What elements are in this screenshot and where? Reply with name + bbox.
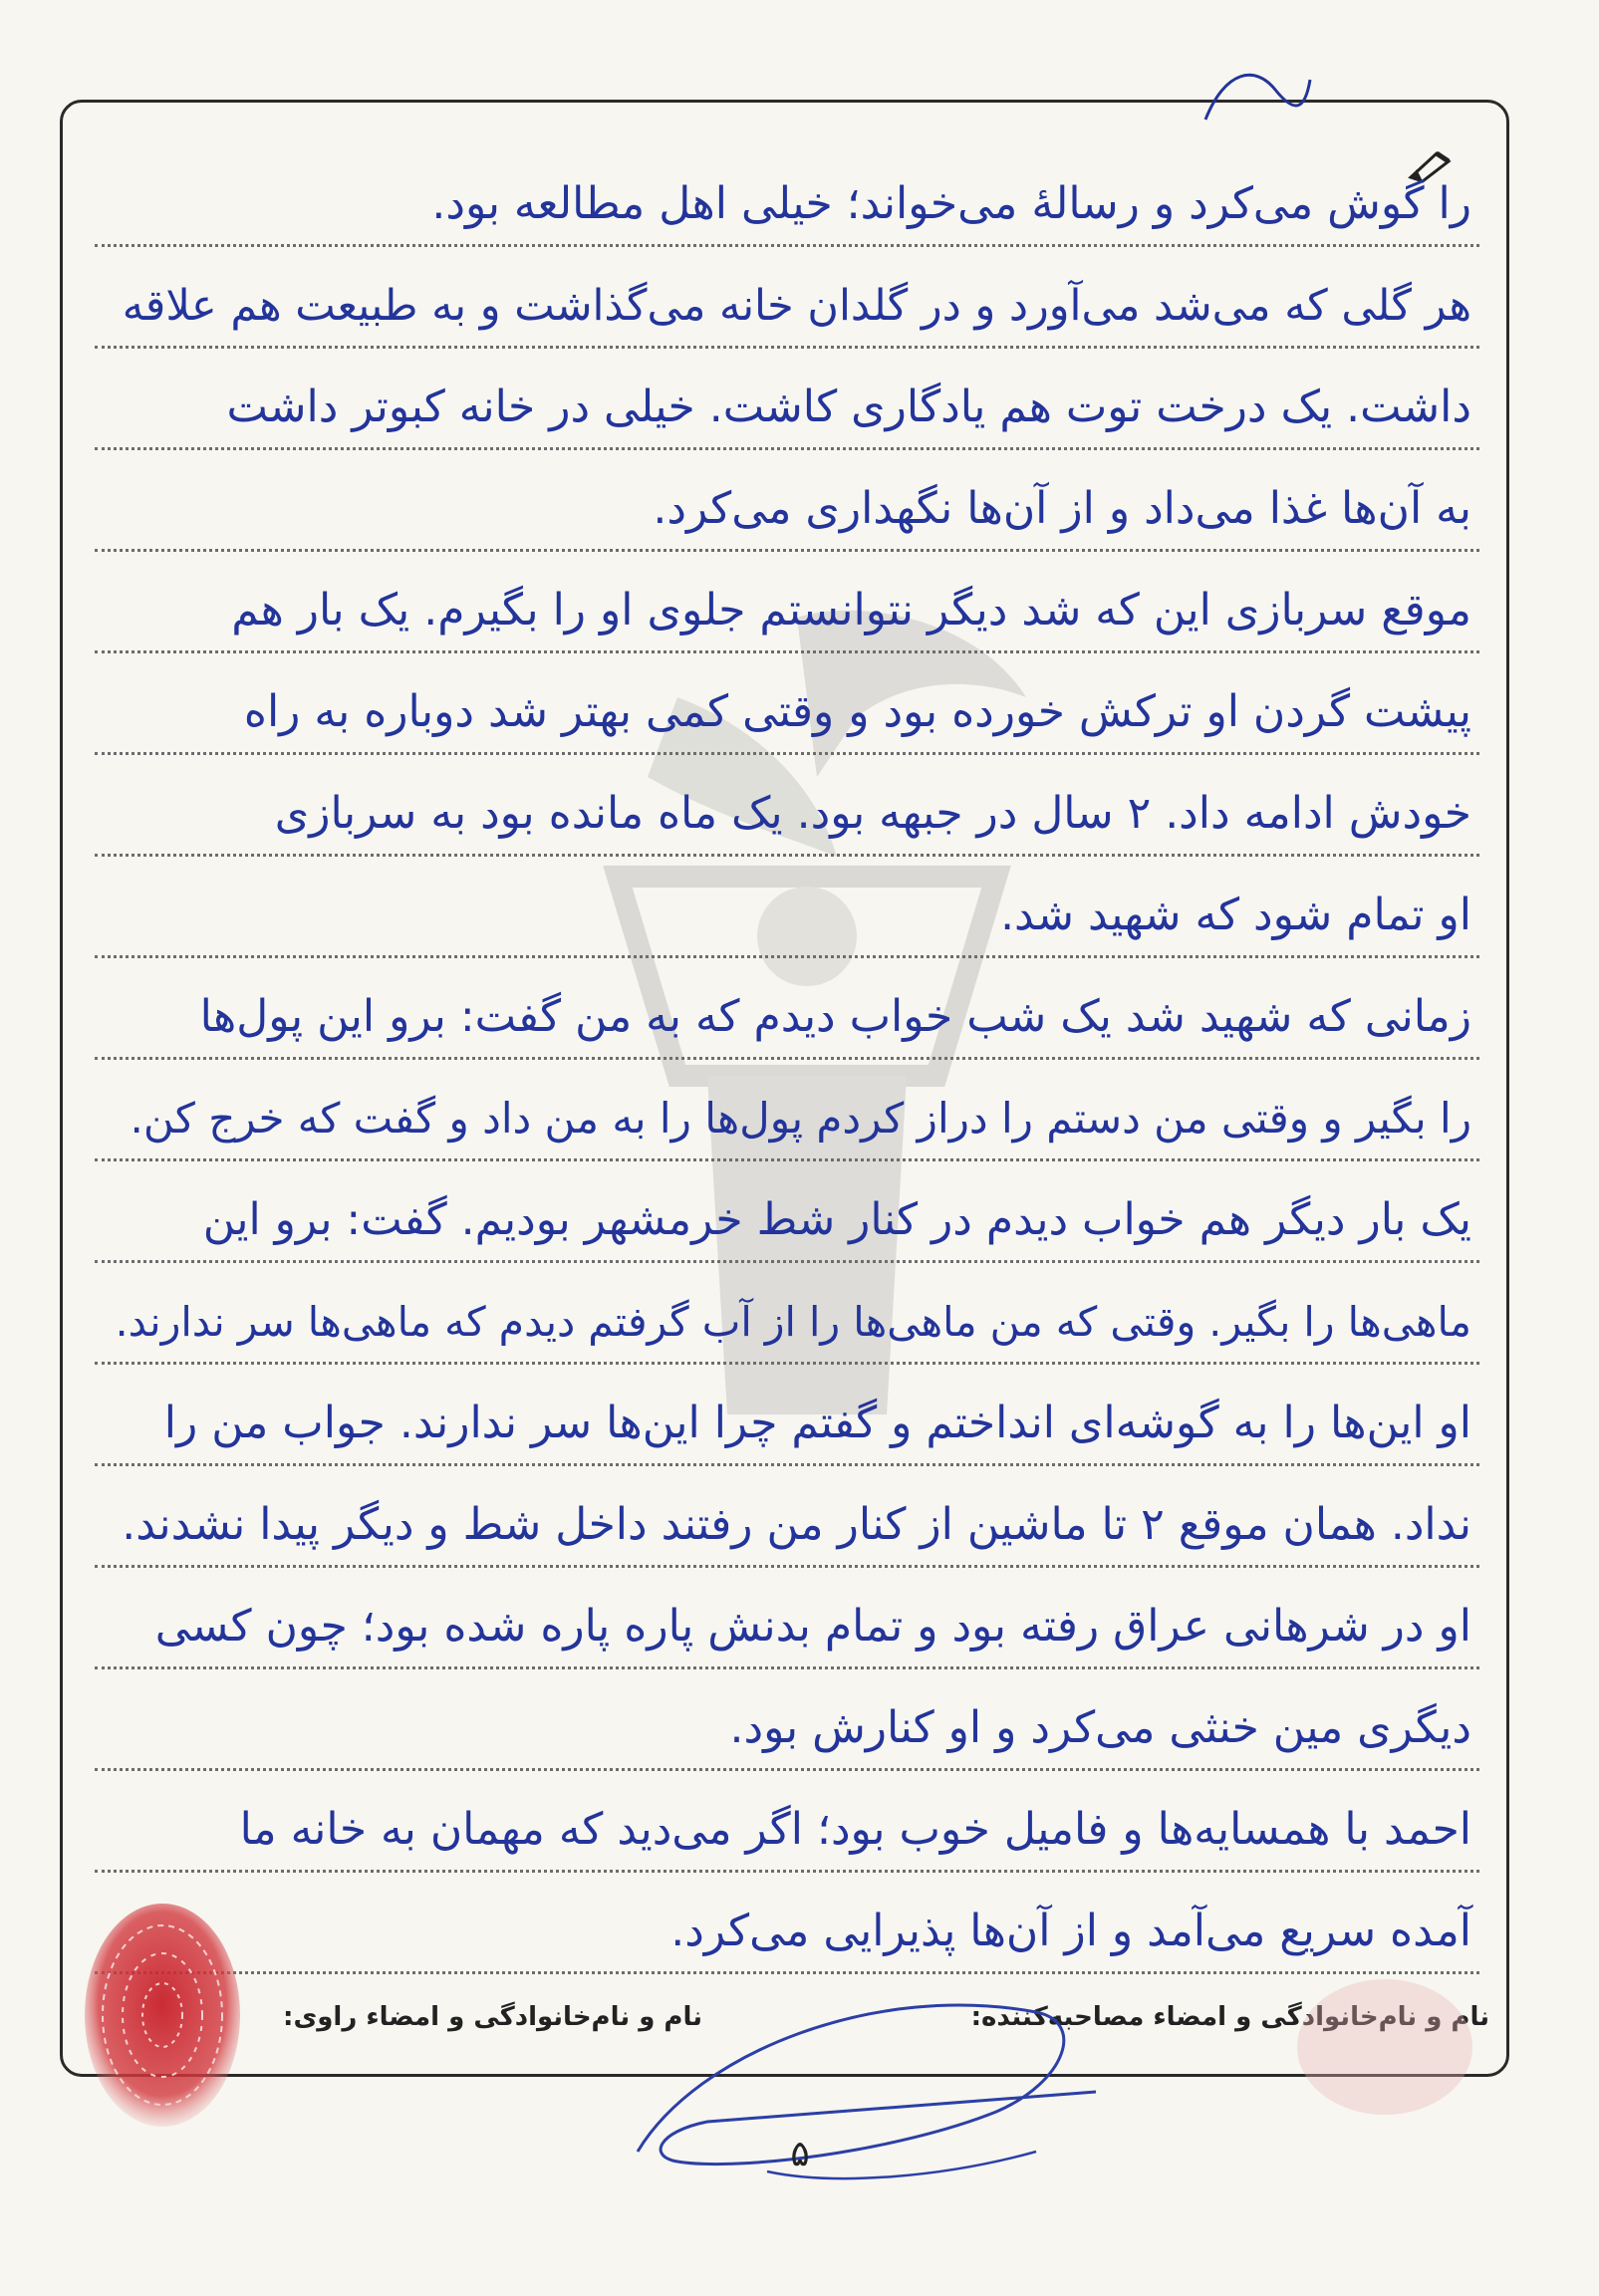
line-text: او تمام شود که شهید شد.: [1000, 890, 1471, 940]
line-text: موقع سربازی این که شد دیگر نتوانستم جلوی او را بگیرم. یک بار هم: [231, 585, 1471, 636]
line-text: به آن‌ها غذا می‌داد و از آن‌ها نگهداری می‌کرد.: [653, 483, 1471, 534]
line-text: را بگیر و وقتی من دستم را دراز کردم پول‌ها را به من داد و گفت که خرج کن.: [130, 1094, 1471, 1143]
fingerprint-stamp: [78, 1898, 247, 2137]
line-text: داشت. یک درخت توت هم یادگاری کاشت. خیلی در خانه کبوتر داشت: [226, 382, 1471, 432]
signature-scribble: [618, 1972, 1116, 2201]
text-line: [95, 241, 1479, 349]
page-number: ۵: [790, 2134, 810, 2174]
faint-fingerprint-stamp: [1290, 1972, 1479, 2122]
text-line: [95, 1663, 1479, 1771]
line-text: یک بار دیگر هم خواب دیدم در کنار شط خرمشهر بودیم. گفت: برو این: [202, 1194, 1471, 1245]
text-line: [95, 851, 1479, 958]
text-line: [95, 343, 1479, 450]
text-line: [95, 749, 1479, 857]
narrator-label: نام و نام‌خانوادگی و امضاء راوی:: [283, 2002, 702, 2032]
text-line: [95, 1359, 1479, 1466]
line-text: را گوش می‌کرد و رسالهٔ می‌خواند؛ خیلی اهل مطالعه بود.: [431, 178, 1471, 229]
text-line: [95, 444, 1479, 552]
line-text: زمانی که شهید شد یک شب خواب دیدم که به من گفت: برو این پول‌ها: [199, 991, 1471, 1042]
text-line: [95, 1562, 1479, 1669]
interviewer-label: نام و نام‌خانوادگی و امضاء مصاحبه‌کننده:: [970, 2002, 1489, 2032]
text-line: [95, 1257, 1479, 1365]
text-line: [95, 1867, 1479, 1974]
text-line: [95, 1155, 1479, 1263]
text-line: [95, 1054, 1479, 1161]
text-line: [95, 139, 1479, 247]
line-text: خودش ادامه داد. ۲ سال در جبهه بود. یک ماه مانده بود به سربازی: [274, 788, 1471, 839]
line-text: ماهی‌ها را بگیر. وقتی که من ماهی‌ها را از آب گرفتم دیدم که ماهی‌ها سر ندارند.: [115, 1298, 1471, 1346]
line-text: آمده سریع می‌آمد و از آن‌ها پذیرایی می‌کرد.: [670, 1906, 1471, 1956]
line-text: احمد با همسایه‌ها و فامیل خوب بود؛ اگر می‌دید که مهمان به خانه ما: [239, 1804, 1471, 1855]
text-line: [95, 952, 1479, 1060]
text-line: [95, 647, 1479, 755]
text-line: [95, 1765, 1479, 1873]
text-line: [95, 546, 1479, 653]
top-scribble: [1196, 60, 1315, 129]
line-text: او در شرهانی عراق رفته بود و تمام بدنش پاره پاره شده بود؛ چون کسی: [154, 1601, 1471, 1652]
line-text: نداد. همان موقع ۲ تا ماشین از کنار من رفتند داخل شط و دیگر پیدا نشدند.: [122, 1499, 1471, 1550]
text-line: [95, 1460, 1479, 1568]
line-text: او این‌ها را به گوشه‌ای انداختم و گفتم چرا این‌ها سر ندارند. جواب من را: [163, 1398, 1471, 1448]
line-text: هر گلی که می‌شد می‌آورد و در گلدان خانه می‌گذاشت و به طبیعت هم علاقه: [122, 281, 1471, 331]
handwritten-lines: [95, 139, 1479, 1972]
line-text: پیشت گردن او ترکش خورده بود و وقتی کمی بهتر شد دوباره به راه: [243, 686, 1471, 737]
line-text: دیگری مین خنثی می‌کرد و او کنارش بود.: [729, 1702, 1471, 1753]
